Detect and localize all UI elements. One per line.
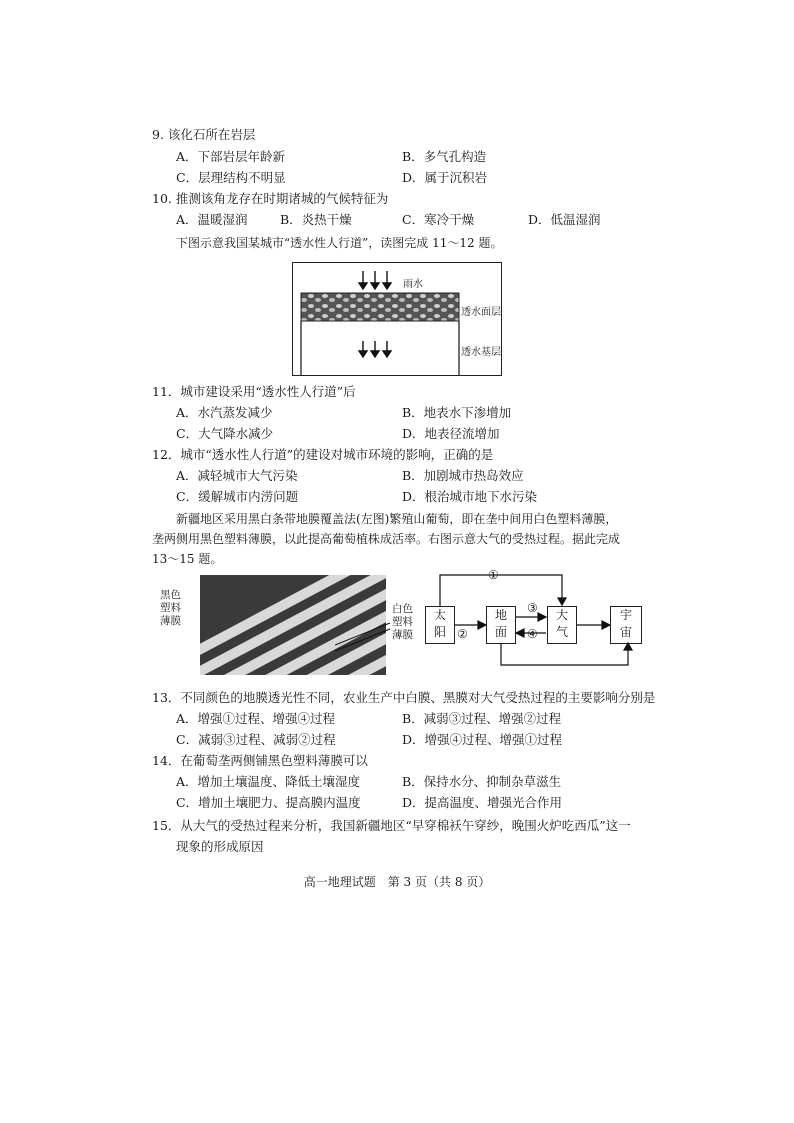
rain-label: 雨水: [403, 279, 423, 290]
intro-11-12: 下图示意我国某城市“透水性人行道”，读图完成 11～12 题。: [176, 236, 503, 250]
q13-option-c: C．减弱③过程、减弱②过程: [176, 732, 336, 747]
q12-option-d: D．根治城市地下水污染: [402, 489, 538, 504]
intro-13-15-line1: 新疆地区采用黑白条带地膜覆盖法(左图)繁殖山葡萄，即在垄中间用白色塑料薄膜，: [176, 512, 618, 526]
q11-option-d: D．地表径流增加: [402, 426, 500, 441]
intro-13-15-line2: 垄两侧用黑色塑料薄膜，以此提高葡萄植株成活率。右图示意大气的受热过程。据此完成: [152, 532, 621, 546]
pavement-diagram: [292, 262, 502, 376]
question-15-stem-line2: 现象的形成原因: [176, 839, 264, 854]
q12-option-c: C．缓解城市内涝问题: [176, 489, 299, 504]
permeable-base-label: 透水基层: [461, 347, 501, 358]
question-12-stem: 12．城市“透水性人行道”的建设对城市环境的影响，正确的是: [152, 447, 494, 462]
q10-option-c: C．寒冷干燥: [402, 212, 475, 227]
pavement-svg: [293, 263, 501, 375]
ground-box: 地 面: [486, 606, 516, 644]
q13-option-d: D．增强④过程、增强①过程: [402, 732, 563, 747]
black-film-label: 黑色 塑料 薄膜: [160, 589, 181, 627]
q14-option-a: A．增加土壤温度、降低土壤湿度: [176, 774, 361, 789]
q12-option-b: B．加剧城市热岛效应: [402, 468, 524, 483]
q11-option-b: B．地表水下渗增加: [402, 405, 512, 420]
q14-option-b: B．保持水分、抑制杂草滋生: [402, 774, 562, 789]
q11-option-c: C．大气降水减少: [176, 426, 274, 441]
mark-1: ①: [488, 568, 499, 582]
rain-arrows-bottom: [359, 341, 391, 357]
rain-arrows-top: [359, 271, 391, 289]
q11-option-a: A．水汽蒸发减少: [176, 405, 273, 420]
q12-option-a: A．减轻城市大气污染: [176, 468, 298, 483]
q10-option-b: B．炎热干燥: [280, 212, 352, 227]
q14-option-c: C．增加土壤肥力、提高膜内温度: [176, 795, 361, 810]
q13-option-a: A．增强①过程、增强④过程: [176, 711, 336, 726]
question-14-stem: 14．在葡萄垄两侧铺黑色塑料薄膜可以: [152, 753, 368, 768]
space-box: 宇 宙: [610, 606, 642, 644]
question-11-stem: 11．城市建设采用“透水性人行道”后: [152, 384, 356, 399]
question-15-stem-line1: 15．从大气的受热过程来分析，我国新疆地区“早穿棉袄午穿纱，晚围火炉吃西瓜”这一: [152, 818, 631, 833]
q9-option-a: A．下部岩层年龄新: [176, 149, 286, 164]
page-footer: 高一地理试题 第 3 页（共 8 页）: [303, 875, 491, 889]
white-film-pointer: [335, 615, 395, 655]
question-13-stem: 13．不同颜色的地膜透光性不同，农业生产中白膜、黑膜对大气受热过程的主要影响分别是: [152, 690, 656, 705]
q10-option-a: A．温暖湿润: [176, 212, 248, 227]
intro-13-15-line3: 13～15 题。: [152, 552, 223, 566]
q14-option-d: D．提高温度、增强光合作用: [402, 795, 563, 810]
q9-option-c: C．层理结构不明显: [176, 170, 286, 185]
heat-flow-arrows: [420, 565, 660, 675]
mark-3: ③: [527, 601, 538, 615]
q9-option-b: B．多气孔构造: [402, 149, 487, 164]
mark-2: ②: [457, 627, 468, 641]
question-9-stem: 9. 该化石所在岩层: [152, 127, 256, 142]
sun-box: 太 阳: [425, 606, 455, 644]
question-10-stem: 10. 推测该角龙存在时期诸城的气候特征为: [152, 191, 389, 206]
white-film-label: 白色 塑料 薄膜: [392, 603, 413, 641]
q9-option-d: D．属于沉积岩: [402, 170, 488, 185]
atmosphere-box: 大 气: [547, 606, 577, 644]
permeable-surface-layer: [301, 293, 459, 321]
q10-option-d: D．低温湿润: [528, 212, 601, 227]
permeable-surface-label: 透水面层: [461, 307, 501, 318]
mark-4: ④: [527, 627, 538, 641]
q13-option-b: B．减弱③过程、增强②过程: [402, 711, 562, 726]
